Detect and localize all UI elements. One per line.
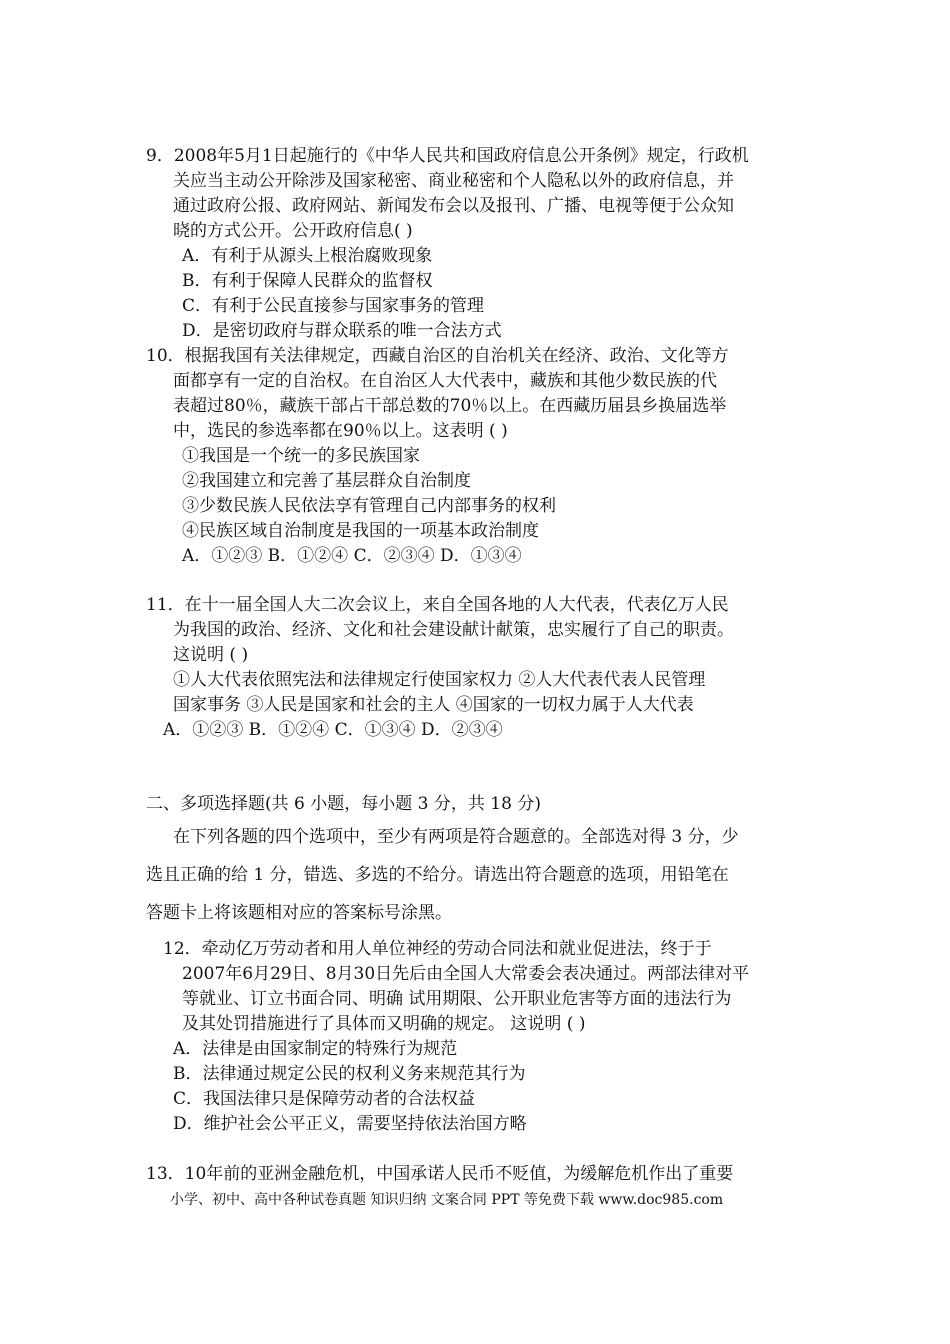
q11-line-3: 这说明 ( ) <box>173 645 249 665</box>
q9-option-b: B．有利于保障人民群众的监督权 <box>182 271 433 291</box>
q10-item-4: ④民族区域自治制度是我国的一项基本政治制度 <box>182 521 539 541</box>
q11-line-1: 11．在十一届全国人大二次会议上，来自全国各地的人大代表，代表亿万人民 <box>146 595 729 615</box>
section-instructions-line-1: 在下列各题的四个选项中，至少有两项是符合题意的。全部选对得 3 分，少 <box>173 827 739 847</box>
q9-line-3: 通过政府公报、政府网站、新闻发布会以及报刊、广播、电视等便于公众知 <box>173 196 734 216</box>
section-instructions-line-3: 答题卡上将该题相对应的答案标号涂黑。 <box>146 903 452 923</box>
q10-item-3: ③少数民族人民依法享有管理自己内部事务的权利 <box>182 496 556 516</box>
q9-line-1: 9．2008年5月1日起施行的《中华人民共和国政府信息公开条例》规定，行政机 <box>146 146 749 166</box>
q10-line-2: 面都享有一定的自治权。在自治区人大代表中，藏族和其他少数民族的代 <box>173 371 717 391</box>
q10-item-1: ①我国是一个统一的多民族国家 <box>182 446 420 466</box>
section-instructions-line-2: 选且正确的给 1 分，错选、多选的不给分。请选出符合题意的选项，用铅笔在 <box>146 865 729 885</box>
q10-options: A．①②③ B．①②④ C．②③④ D．①③④ <box>182 546 522 566</box>
q11-options: A．①②③ B．①②④ C．①③④ D．②③④ <box>163 720 503 740</box>
q10-line-4: 中，选民的参选率都在90％以上。这表明 ( ) <box>173 421 508 441</box>
q11-line-2: 为我国的政治、经济、文化和社会建设献计献策，忠实履行了自己的职责。 <box>173 620 734 640</box>
q12-option-b: B．法律通过规定公民的权利义务来规范其行为 <box>173 1064 526 1084</box>
q12-option-a: A．法律是由国家制定的特殊行为规范 <box>173 1039 458 1059</box>
q13-line-1: 13．10年前的亚洲金融危机，中国承诺人民币不贬值，为缓解危机作出了重要 <box>146 1164 734 1184</box>
q9-line-4: 晓的方式公开。公开政府信息( ) <box>173 221 413 241</box>
q10-item-2: ②我国建立和完善了基层群众自治制度 <box>182 471 471 491</box>
q9-option-a: A．有利于从源头上根治腐败现象 <box>182 246 433 266</box>
q12-line-4: 及其处罚措施进行了具体而又明确的规定。 这说明 ( ) <box>182 1014 586 1034</box>
q9-option-d: D．是密切政府与群众联系的唯一合法方式 <box>182 321 502 341</box>
q12-option-c: C．我国法律只是保障劳动者的合法权益 <box>173 1089 476 1109</box>
q10-line-3: 表超过80％，藏族干部占干部总数的70％以上。在西藏历届县乡换届选举 <box>173 396 727 416</box>
q12-option-d: D．维护社会公平正义，需要坚持依法治国方略 <box>173 1114 527 1134</box>
q10-line-1: 10．根据我国有关法律规定，西藏自治区的自治机关在经济、政治、文化等方 <box>146 346 729 366</box>
q9-option-c: C．有利于公民直接参与国家事务的管理 <box>182 296 485 316</box>
q12-line-2: 2007年6月29日、8月30日先后由全国人大常委会表决通过。两部法律对平 <box>182 964 750 984</box>
q12-line-1: 12．牵动亿万劳动者和用人单位神经的劳动合同法和就业促进法，终于于 <box>163 939 712 959</box>
q12-line-3: 等就业、订立书面合同、明确 试用期限、公开职业危害等方面的违法行为 <box>182 989 732 1009</box>
q11-line-5: 国家事务 ③人民是国家和社会的主人 ④国家的一切权力属于人大代表 <box>173 695 694 715</box>
section-heading: 二、多项选择题(共 6 小题，每小题 3 分，共 18 分) <box>146 794 541 814</box>
q9-line-2: 关应当主动公开除涉及国家秘密、商业秘密和个人隐私以外的政府信息，并 <box>173 171 734 191</box>
page-footer: 小学、初中、高中各种试卷真题 知识归纳 文案合同 PPT 等免费下载 www.doc985.com <box>170 1192 724 1208</box>
q11-line-4: ①人大代表依照宪法和法律规定行使国家权力 ②人大代表代表人民管理 <box>173 670 706 690</box>
